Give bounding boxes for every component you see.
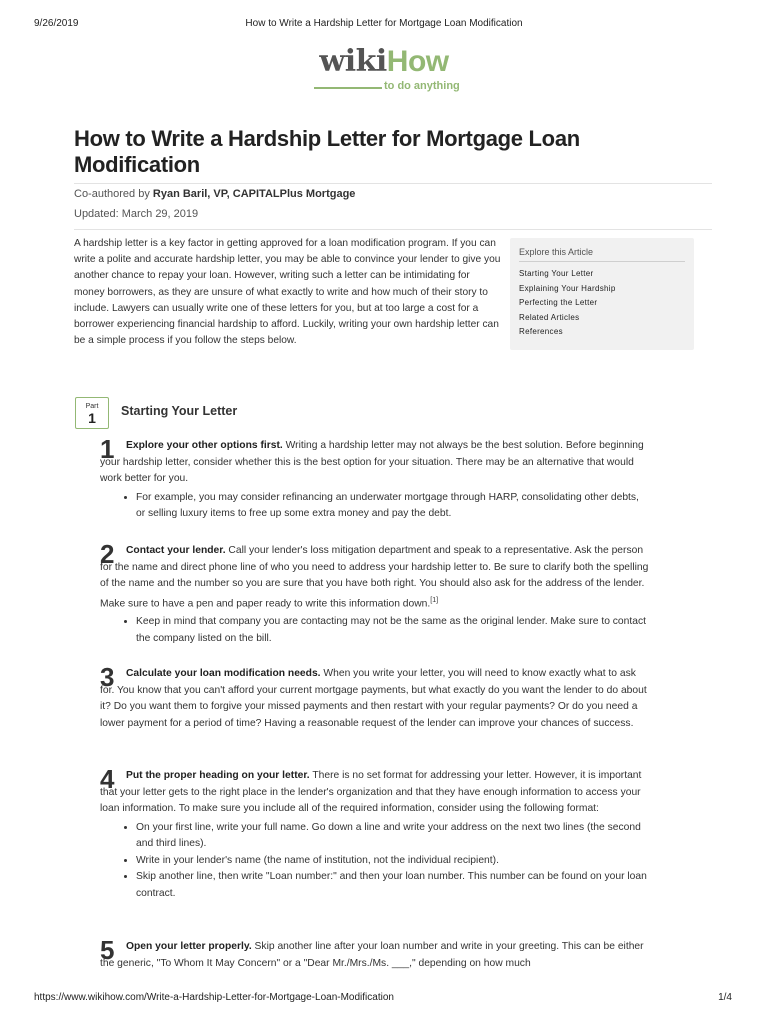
article-title: How to Write a Hardship Letter for Mortgage Loan Modification <box>74 126 580 177</box>
title-divider <box>74 183 712 184</box>
list-item: • For example, you may consider refinancing an underwater mortgage through HARP, consolidating other debts, or selling luxury items to free up some extra money and pay the debt. <box>136 490 650 523</box>
byline <box>74 188 355 200</box>
step-text <box>100 666 650 732</box>
page-number: 1/4 <box>718 992 732 1003</box>
toc-divider <box>519 261 685 262</box>
tagline-text: to do anything <box>384 80 460 92</box>
step-body: When you write your letter, you will need to know exactly what to ask for. You know that you can't afford your current mortgage payments, but what exactly do you want the lender to do about it? Do you want them to forgive your missed payments and then restart with your regular payments? Or do you need a lower payment for a period of time? Having a reasonable request of the lender can improve your chances of success. <box>100 668 647 729</box>
part-number: 1 <box>88 410 96 426</box>
byline-prefix: Co-authored by <box>74 188 153 200</box>
step-text <box>100 543 650 612</box>
step-heading: Explore your other options first. <box>126 440 283 451</box>
step-heading: Contact your lender. <box>126 545 226 556</box>
explore-article-box <box>510 238 694 350</box>
step-2 <box>100 539 650 647</box>
author-link[interactable]: Ryan Baril, VP, CAPITALPlus Mortgage <box>152 188 356 200</box>
logo-tagline <box>314 80 470 94</box>
list-item: • On your first line, write your full name. Go down a line and write your address on the next two lines (the second and third lines). <box>136 820 650 853</box>
toc-item-related[interactable]: Related Articles <box>519 312 580 322</box>
logo-wiki: wiki <box>319 44 387 79</box>
toc-item-perfecting[interactable]: Perfecting the Letter <box>519 298 598 308</box>
step-3 <box>100 662 650 732</box>
toc-item-references[interactable]: References <box>519 327 563 337</box>
step-heading: Calculate your loan modification needs. <box>126 668 321 679</box>
step-text <box>100 768 650 818</box>
updated-date: Updated: March 29, 2019 <box>74 208 199 220</box>
page-url: https://www.wikihow.com/Write-a-Hardship-Letter-for-Mortgage-Loan-Modification <box>34 992 394 1003</box>
print-title: How to Write a Hardship Letter for Mortgage Loan Modification <box>245 18 523 29</box>
step-heading: Open your letter properly. <box>126 941 252 952</box>
toc-item-starting[interactable]: Starting Your Letter <box>519 269 594 278</box>
list-item: • Write in your lender's name (the name of institution, not the individual recipient). <box>136 853 650 870</box>
toc-title: Explore this Article <box>519 247 594 257</box>
part-label: Part <box>85 403 99 410</box>
step-body: Call your lender's loss mitigation department and speak to a representative. Ask the person for the name and direct phone line of who you need to address your hardship letter to. Be sure to clarify both the spelling of the name and the number so you are sure that you have both right. You should also ask for the address of the lender. Make sure to have a pen and paper ready to write this information down. <box>100 545 649 609</box>
tagline-rule <box>314 87 382 89</box>
toc-item-explaining[interactable]: Explaining Your Hardship <box>519 283 616 293</box>
step-bullets <box>100 490 650 523</box>
print-header <box>0 18 768 32</box>
part-title: Starting Your Letter <box>121 404 238 418</box>
step-bullets <box>100 820 650 903</box>
step-number: 2 <box>100 539 115 569</box>
toc-list <box>519 267 616 340</box>
reference-link[interactable]: [1] <box>430 596 439 604</box>
print-footer <box>0 992 768 1006</box>
step-4 <box>100 764 650 902</box>
part-badge <box>75 397 109 429</box>
step-bullets <box>100 614 650 647</box>
step-body: There is no set format for addressing your letter. However, it is important that your letter gets to the right place in the lender's organization and that they have enough information to access your loan information. To make sure you include all of the required information, consider using the following format: <box>100 770 642 814</box>
step-number: 1 <box>100 434 115 464</box>
step-text <box>100 939 650 972</box>
intro-paragraph: A hardship letter is a key factor in getting approved for a loan modification program. If you can write a polite and accurate hardship letter, you may be able to convince your lender to give you another chance to repay your loan. However, writing such a letter can be intimidating for money borrowers, as they are unsure of what exactly to write and how much of their story to include. Lawyers can usually write one of these letters for you, but at too large a cost for a borrower experiencing financial hardship to afford. Luckily, writing your own hardship letter can be a simple process if you follow the steps below. <box>74 238 501 347</box>
step-number: 4 <box>100 764 115 794</box>
step-number: 5 <box>100 935 115 965</box>
step-heading: Put the proper heading on your letter. <box>126 770 310 781</box>
step-5 <box>100 935 650 972</box>
step-text <box>100 438 650 488</box>
step-1 <box>100 434 650 523</box>
step-body: Skip another line after your loan number and write in your greeting. This can be either the generic, "To Whom It May Concern" or a "Dear Mr./Mrs./Ms. ___," depending on how much <box>100 941 644 969</box>
wikihow-logo[interactable] <box>0 44 768 92</box>
step-body: Writing a hardship letter may not always be the best solution. Before beginning your hardship letter, consider whether this is the best option for your situation. There may be an alternative that would work better for you. <box>100 440 644 484</box>
meta-divider <box>74 229 712 230</box>
list-item: • Skip another line, then write "Loan number:" and then your loan number. This number can be found on your loan contract. <box>136 869 650 902</box>
print-date: 9/26/2019 <box>34 18 79 29</box>
logo-how: How <box>386 45 449 78</box>
step-number: 3 <box>100 662 115 692</box>
list-item: • Keep in mind that company you are contacting may not be the same as the original lender. Make sure to contact the company listed on the bill. <box>136 614 650 647</box>
